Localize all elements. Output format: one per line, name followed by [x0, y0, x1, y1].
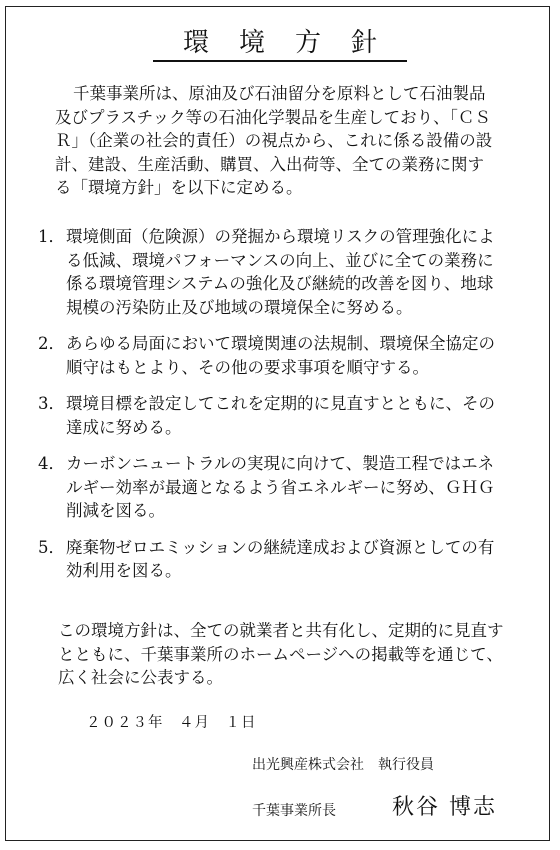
signer-name: 秋谷 博志	[392, 795, 497, 820]
title-text: 環境方針	[153, 30, 407, 62]
policy-text: あらゆる局面において環境関連の法規制、環境保全協定の順守はもとより、その他の要求事項を順守する。	[66, 334, 495, 377]
issue-date: ２０２３年 ４月 １日	[86, 715, 257, 731]
policy-number: 3．	[38, 394, 65, 413]
intro-text: 千葉事業所は、原油及び石油留分を原料として石油製品及びプラスチック等の石油化学製品を生産しており、「ＣＳＲ」（企業の社会的責任）の視点から、これに係る設備の設計、建設、生産活動、購買、入出荷等、全ての業務に関する「環境方針」を以下に定める。	[55, 84, 493, 197]
policy-item-4	[38, 452, 508, 523]
policy-item-1	[38, 225, 508, 319]
policy-text: 環境側面（危険源）の発掘から環境リスクの管理強化による低減、環境パフォーマンスの向上、並びに全ての業務に係る環境管理システムの強化及び継続的改善を図り、地球規模の汚染防止及び地域の環境保全に努める。	[66, 227, 495, 317]
policy-item-2	[38, 332, 508, 379]
policy-list	[38, 225, 508, 596]
page-title	[0, 30, 560, 62]
policy-number: 4．	[38, 454, 65, 473]
policy-number: 5．	[38, 537, 65, 557]
policy-number: 1．	[38, 227, 65, 246]
policy-item-3	[38, 392, 508, 439]
policy-text: カーボンニュートラルの実現に向けて、製造工程ではエネルギー効率が最適となるよう省エネルギーに努め、ＧＨＧ削減を図る。	[66, 454, 495, 520]
policy-text: 廃棄物ゼロエミッションの継続達成および資源としての有効利用を図る。	[66, 537, 495, 580]
policy-text: 環境目標を設定してこれを定期的に見直すとともに、その達成に努める。	[66, 394, 495, 437]
policy-number: 2．	[38, 334, 65, 353]
intro-paragraph	[55, 82, 495, 200]
policy-item-5	[38, 536, 508, 583]
company-position: 出光興産株式会社 執行役員	[252, 757, 434, 773]
office-title: 千葉事業所長	[252, 803, 336, 819]
closing-paragraph: この環境方針は、全ての就業者と共有化し、定期的に見直すとともに、千葉事業所のホームページへの掲載等を通じて、広く社会に公表する。	[58, 621, 504, 687]
